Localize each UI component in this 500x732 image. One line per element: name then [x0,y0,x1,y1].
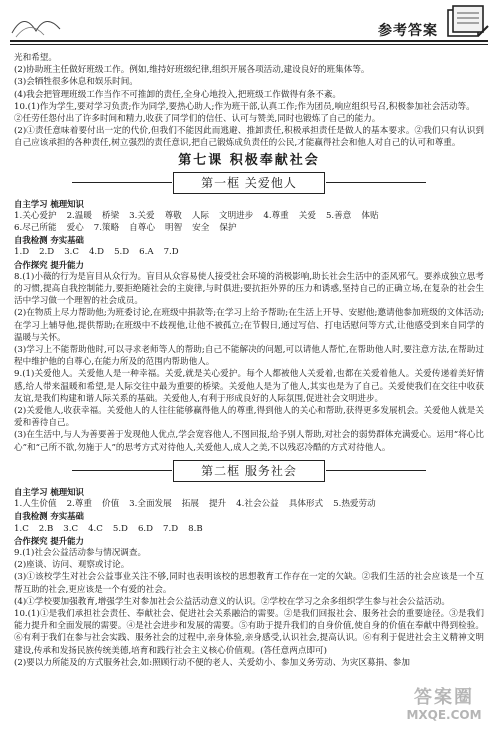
answer-item: 6.D [137,523,154,534]
answer-item: 8.B [188,523,203,534]
answer-line: (4)我会把管理班级工作当作不可推卸的责任,全身心地投入,把班级工作做得有条不紊。 [14,89,342,100]
answer-item: 4.社会公益 [236,499,279,510]
answer-content [14,52,484,669]
answer-item: 2.尊重 [66,499,92,510]
answer-paragraph: 10.(1)①是我们承担社会责任、奉献社会、促进社会关系融洽的需要。②是我们回报社会、服务社会的重要途径。③是我们能力提升和全面发展的需要。④是社会进步和发展的需要。⑤有助于提升我们的自身价值,使自身的价值在奉献中得到检验。⑥有利于我们在参与社会实践、服务社会的过程中,亲身体验,亲身感受,认识社会,提高认识。⑥有利于促进社会主义精神文明建设,传承和发扬民族传统美德,培育和践行社会主义核心价值观。(答任意两点即可) [14,608,484,656]
answer-item: 体贴 [361,210,379,221]
answer-item: 桥梁 [101,210,120,221]
watermark-logo [396,688,492,726]
answer-paragraph: (3)学习上不能帮助他时,可以寻求老师等人的帮助;自己不能解决的问题,可以请他人帮忙,在帮助他人时,要注意方法,在帮助过程中维护他的自尊心,在能力所及的范围内帮助他人。 [14,345,484,368]
answer-item: 5.热爱劳动 [333,499,376,510]
knowledge-answers [14,222,484,234]
answer-item: 7.D [163,247,179,258]
answer-item: 1.C [14,523,29,534]
header-title: 参考答案 [378,23,438,39]
header-decoration-icon [10,3,70,39]
section-heading: 自我检测 夯实基础 [14,235,84,246]
answer-item: 3.C [64,247,79,258]
answer-item: 2.B [38,523,54,534]
answer-item: 4.尊重 [263,210,289,221]
section-heading: 合作探究 提升能力 [14,259,84,270]
answer-item: 明智 [164,223,183,234]
answer-item: 1.人生价值 [14,499,57,510]
book-icon [442,2,490,42]
answer-item: 7.策略 [93,223,120,234]
frame-title-box [173,172,325,194]
header-rule [10,40,488,42]
answer-item: 6.尽己所能 [14,223,57,234]
answer-item: 5.D [114,247,130,258]
knowledge-answers [14,210,484,222]
answer-item: 爱心 [66,223,84,234]
answer-line: (3)会牺牲很多休息和娱乐时间。 [14,77,138,88]
answer-paragraph: 8.(1)小薇的行为是盲目从众行为。盲目从众容易使人接受社会环境的消极影响,助长社会生活中的歪风邪气。要养成独立思考的习惯,提高自我控制能力,要拒绝随社会的主旋律,与时俱进;要抗拒外界的压力和诱惑,坚持自己的正确立场,在复杂的社会生活中学习做一个理智的社会成员。 [14,271,484,307]
answer-paragraph: (4)①学校要加强教育,增强学生对参加社会公益活动意义的认识。②学校在学习之余多组织学生参与社会公益活动。 [14,596,451,607]
answer-item: 人际 [191,210,209,221]
answer-item: 文明进步 [218,210,254,221]
answer-item: 7.D [163,523,179,534]
frame-title-box [173,460,325,482]
watermark-url: MXQE.COM [406,708,482,722]
answer-item: 1.D [14,247,30,258]
answer-item: 4.C [88,523,103,534]
frame-title: 第一框 关爱他人 [201,175,297,190]
section-heading: 自主学习 梳理知识 [14,198,84,209]
answer-paragraph: (2)关爱他人,收获幸福。关爱他人的人往往能够赢得他人的尊重,得到他人的关心和帮助,获得更多发展机会。关爱他人就是关爱和善待自己。 [14,406,484,429]
answer-item: 3.全面发展 [129,499,172,510]
answer-item: 提升 [208,499,227,510]
answer-item: 拓展 [181,499,199,510]
answer-item: 安全 [192,223,210,234]
watermark-text: 答案圈 [414,687,474,708]
check-answers [14,246,484,258]
answer-item: 保护 [219,223,237,234]
answer-line: (2)协助班主任做好班级工作。例如,维持好班级纪律,组织开展各项活动,建设良好的班集体等。 [14,65,370,76]
answer-item: 尊敬 [164,210,182,221]
answer-item: 5.D [112,523,128,534]
answer-item: 1.关心爱护 [14,210,57,221]
lesson-title: 第七课 积极奉献社会 [178,152,320,168]
answer-item: 2.温暖 [66,210,92,221]
frame-title: 第二框 服务社会 [201,463,297,478]
answer-item: 关爱 [298,210,316,221]
answer-paragraph: (3)①该校学生对社会公益事业关注不够,同时也表明该校的思想教育工作存在一定的欠缺。②我们生活的社会应该是一个互帮互助的社会,更应该是一个有爱的社会。 [14,572,484,595]
answer-paragraph: (2)座谈、访问、观察或讨论。 [14,560,130,571]
answer-paragraph: 9.(1)关爱他人。关爱他人是一种幸福。关爱,就是关心爱护。每个人都被他人关爱着,也都在关爱着他人。关爱传递着美好情感,给人带来温暖和希望,是人际交往中最为重要的桥梁。关爱他人是为了他人,其实也是为了自己。关爱使我们在交往中收获友谊,是我们构建和谐人际关系的基础。关爱他人,有利于形成良好的人际氛围,促进社会文明进步。 [14,369,484,404]
answer-paragraph: 9.(1)社会公益活动参与情况调查。 [14,547,147,558]
answer-item: 自尊心 [129,223,155,234]
answer-item: 价值 [101,499,120,510]
answer-item: 3.关爱 [129,210,155,221]
answer-line: ②任劳任怨付出了许多时间和精力,收获了同学们的信任、认可与赞美,同时也锻炼了自己的能力。 [14,114,381,125]
section-heading: 自我检测 夯实基础 [14,511,84,522]
answer-line: 10.(1)作为学生,要对学习负责;作为同学,要热心助人;作为班干部,认真工作;作为团员,响应组织号召,积极参加社会活动等。 [14,101,475,112]
answer-item: 4.D [88,247,105,258]
answer-item: 具体形式 [288,499,324,510]
knowledge-answers [14,498,484,510]
answer-paragraph: (2)在物质上尽力帮助他;为班委讨论,在班级中捐款等;在学习上给予帮助;在生活上开导、安慰他;邀请他参加班级的文体活动;在学习上辅导他,提供帮助;在班级中不歧视他,让他不被孤立;在节假日,通过写信、打电话慰问等方式,让他感受到来自同学的温暖与关怀。 [14,308,484,343]
answer-item: 6.A [139,247,154,258]
answer-paragraph: (3)在生活中,与人为善要善于发现他人优点,学会宽容他人,不图回报,给予别人帮助,对社会的弱势群体充满爱心。运用“将心比心”和“己所不欲,勿施于人”的思考方式对待他人,关爱他人,成人之美,不以残忍冷酷的方式对待他人。 [14,430,484,453]
section-heading: 合作探究 提升能力 [14,535,84,546]
header-rule-thin [10,44,488,45]
answer-item: 5.善意 [325,210,352,221]
answer-paragraph: (2)要以力所能及的方式服务社会,如:照顾行动不便的老人、关爱幼小、参加义务劳动、为灾区募捐、参加 [14,657,410,668]
answer-item: 2.D [39,247,55,258]
answer-line: (2)①责任意味着要付出一定的代价,但我们不能因此而逃避、推卸责任,积极承担责任是做人的基本要求。②我们只有认识到自己应该承担的各种责任,树立强烈的责任意识,把自己锻炼成负责任的公民,才能赢得社会和他人对自己的认可和尊重。 [14,126,484,149]
section-heading: 自主学习 梳理知识 [14,486,84,497]
check-answers [14,523,484,535]
answer-item: 3.C [63,523,79,534]
answer-line: 光和希望。 [14,53,57,63]
